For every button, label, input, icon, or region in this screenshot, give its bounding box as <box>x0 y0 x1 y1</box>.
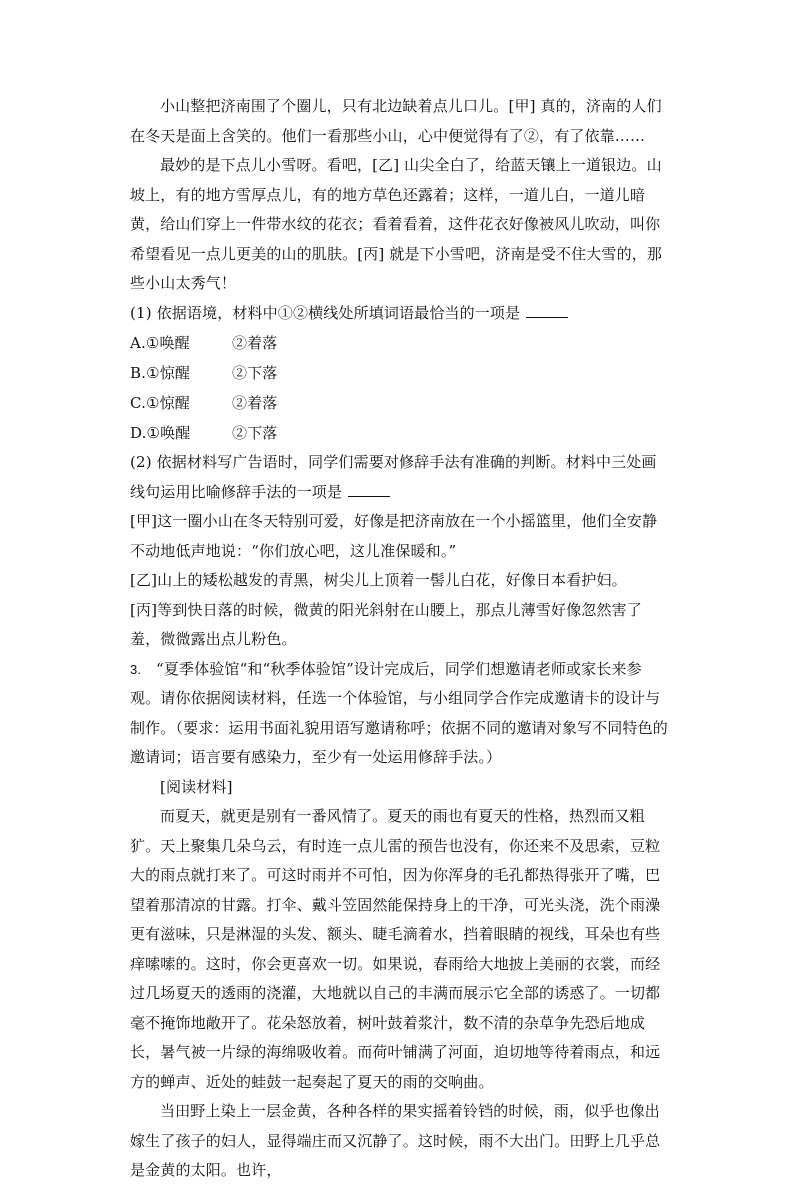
answer-blank <box>526 303 568 318</box>
document-page <box>130 92 670 1186</box>
option-a-first: A.①唤醒 <box>130 334 190 352</box>
reading-material-label: [阅读材料] <box>160 777 233 796</box>
question-1-stem-text: (1) 依据语境，材料中①②横线处所填词语最恰当的一项是 <box>130 303 521 322</box>
reading-paragraph-1: 而夏天，就更是别有一番风情了。夏天的雨也有夏天的性格，热烈而又粗犷。天上聚集几朵乌云，有时连一点儿雷的预告也没有，你还来不及思索，豆粒大的雨点就打来了。可这时雨并不可怕，因为你浑身的毛孔都热得张开了嘴，巴望着那清凉的甘露。打伞、戴斗笠固然能保持身上的干净，可光头浇，洗个雨澡更有滋味，只是淋湿的头发、额头、睫毛滴着水，挡着眼睛的视线，耳朵也有些痒嗦嗦的。这时，你会更喜欢一切。如果说，春雨给大地披上美丽的衣裳，而经过几场夏天的透雨的浇灌，大地就以自己的丰满而展示它全部的诱惑了。一切都毫不掩饰地敞开了。花朵怒放着，树叶鼓着浆汁，数不清的杂草争先恐后地成长，暑气被一片绿的海绵吸收着。而荷叶铺满了河面，迫切地等待着雨点，和远方的蝉声、近处的蛙鼓一起奏起了夏天的雨的交响曲。 <box>130 807 661 1091</box>
option-b-first: B.①惊醒 <box>130 364 190 382</box>
reading-paragraph-2: 当田野上染上一层金黄，各种各样的果实摇着铃铛的时候，雨，似乎也像出嫁生了孩子的妇人，显得端庄而又沉静了。这时候，雨不大出门。田野上几乎总是金黄的太阳。也许， <box>130 1102 661 1179</box>
material-paragraph-2: 最妙的是下点儿小雪呀。看吧，[乙] 山尖全白了，给蓝天镶上一道银边。山坡上，有的地方雪厚点儿，有的地方草色还露着；这样，一道儿白，一道儿暗黄，给山们穿上一件带水纹的花衣；看着看着，这件花衣好像被风儿吹动，叫你希望看见一点儿更美的山的肌肤。[丙] 就是下小雪吧，济南是受不住大雪的，那些小山太秀气！ <box>130 156 663 292</box>
option-d-first: D.①唤醒 <box>130 424 191 442</box>
sentence-bing: [丙]等到快日落的时候，微黄的阳光斜射在山腰上，那点儿薄雪好像忽然害了羞，微微露出点儿粉色。 <box>130 600 642 648</box>
sentence-yi: [乙]山上的矮松越发的青黑，树尖儿上顶着一髻儿白花，好像日本看护妇。 <box>130 571 627 589</box>
option-c-first: C.①惊醒 <box>130 394 190 412</box>
option-b-second: ②下落 <box>232 364 278 382</box>
question-3-stem <box>130 655 670 773</box>
option-a <box>130 328 670 358</box>
option-b <box>130 358 670 388</box>
material-paragraph-1: 小山整把济南围了个圈儿，只有北边缺着点儿口儿。[甲] 真的，济南的人们在冬天是面上含笑的。他们一看那些小山，心中便觉得有了②，有了依靠…… <box>130 97 662 145</box>
question-3-number: 3. <box>130 661 142 677</box>
option-d-second: ②下落 <box>232 424 278 442</box>
question-1-stem <box>130 299 670 329</box>
question-2-stem <box>130 448 670 507</box>
option-a-second: ②着落 <box>232 334 278 352</box>
option-c <box>130 388 670 418</box>
question-3-stem-text: “夏季体验馆“和“秋季体验馆”设计完成后，同学们想邀请老师或家长来参观。请你依据阅读材料，任选一个体验馆，与小组同学合作完成邀请卡的设计与制作。（要求：运用书面礼貌用语写邀请称呼；依据不同的邀请对象写不同特色的邀请词；语言要有感染力，至少有一处运用修辞手法。） <box>130 659 668 766</box>
answer-blank <box>348 482 390 497</box>
option-c-second: ②着落 <box>232 394 278 412</box>
question-2-stem-text: (2) 依据材料写广告语时，同学们需要对修辞手法有准确的判断。材料中三处画线句运用比喻修辞手法的一项是 <box>130 453 657 501</box>
sentence-jia: [甲]这一圈小山在冬天特别可爱，好像是把济南放在一个小摇篮里，他们全安静不动地低声地说：“你们放心吧，这儿准保暖和。” <box>130 512 658 560</box>
option-d <box>130 418 670 448</box>
